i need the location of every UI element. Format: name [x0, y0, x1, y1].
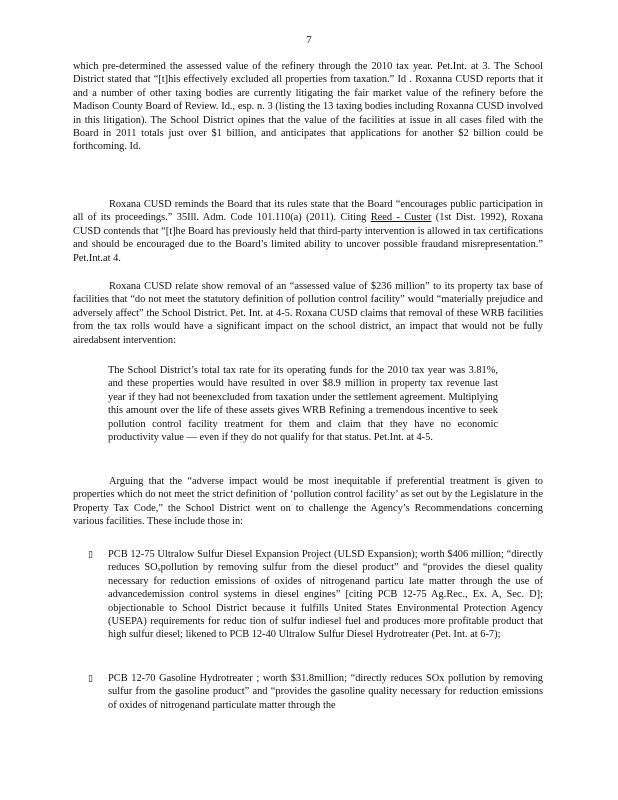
block-quote: The School District’s total tax rate for its operating funds for the 2010 tax year was 3.81%, and these properties would have resulted in over $8.9 million in property tax revenue last year if they had not beenexcluded from taxation under the settlement agreement. Multiplying this amount over the life of these assets gives WRB Refining a tremendous incentive to seek pollution control facility treatment for them and claim that they have no economic productivity value — even if they do not qualify for that status. Pet.Int. at 4-5. — [108, 365, 498, 444]
page-number: 7 — [306, 34, 312, 46]
paragraph-3: Roxana CUSD relate show removal of an “assessed value of $236 million” to its property tax base of facilities that “do not meet the statutory definition of pollution control facility” would “materially prejudice and adversely affect” the School District. Pet. Int. at 4-5. Roxana CUSD claims that removal of these WRB facilities from the tax rolls would have a significant impact on the school district, an impact that would not be fully airedabsent intervention: — [73, 281, 543, 346]
bullet-text: PCB 12-75 Ultralow Sulfur Diesel Expansion Project (ULSD Expansion); worth $406 million; “directly reduces SOₓpollution by removing sulfur from the diesel product” and “provides the diesel quality necessary for reduction emissions of oxides of nitrogenand particu late matter through the use of advancedemission control systems in diesel engines” [citing PCB 12-75 Ag.Rec., Ex. A, Sec. D]; objectionable to School District because it fulfills United States Environmental Protection Agency (USEPA) requirements for reduc tion of sulfur indiesel fuel and produces more profitable product that high sulfur diesel; likened to PCB 12-40 Ultralow Sulfur Diesel Hydrotreater (Pet. Int. at 6-7); — [108, 549, 543, 641]
paragraph-1: which pre-determined the assessed value of the refinery through the 2010 tax year. Pet.Int. at 3. The School District stated that “[t]his effectively excluded all properties from taxation.” Id . Roxanna CUSD reports that it and a number of other taxing bodies are currently litigating the fair market value of the refinery before the Madison County Board of Review. Id., esp. n. 3 (listing the 13 taxing bodies including Roxanna CUSD involved in this litigation). The School District opines that the value of the facilities at issue in all cases filed with the Board in 2011 totals just over $1 billion, and anticipates that applications for another $2 billion could be forthcoming. Id. — [73, 61, 543, 153]
bullet-marker: ▯ — [88, 673, 93, 683]
paragraph-2 — [73, 198, 543, 265]
bullet-marker: ▯ — [88, 549, 93, 559]
paragraph-2-text-after: (1st Dist. 1992), Roxana CUSD contends that “[t]he Board has previously held that third-party intervention is allowed in tax certifications and should be encouraged due to the Board’s limited ability to uncover possible fraudand misrepresentation.” Pet.Int.at 4. — [73, 212, 543, 264]
bullet-text: PCB 12-70 Gasoline Hydrotreater ; worth $31.8million; “directly reduces SOx pollution by removing sulfur from the gasoline product” and “provides the gasoline quality necessary for reduction emissions of oxides of nitrogenand particulate matter through the — [108, 673, 543, 711]
bullet-item — [88, 548, 543, 642]
paragraph-4: Arguing that the “adverse impact would be most inequitable if preferential treatment is given to properties which do not meet the strict definition of ‘pollution control facility’ as set out by the Legislature in the Property Tax Code,” the School District went on to challenge the Agency’s Recommendations concerning various facilities. These include those in: — [73, 476, 543, 528]
paragraph-2-text-before: Roxana CUSD reminds the Board that its rules state that the Board “encourages public participation in all of its proceedings.” 35Ill. Adm. Code 101.110(a) (2011). Citing — [73, 199, 543, 224]
bullet-item — [88, 672, 543, 712]
case-citation: Reed - Custer — [370, 212, 432, 224]
